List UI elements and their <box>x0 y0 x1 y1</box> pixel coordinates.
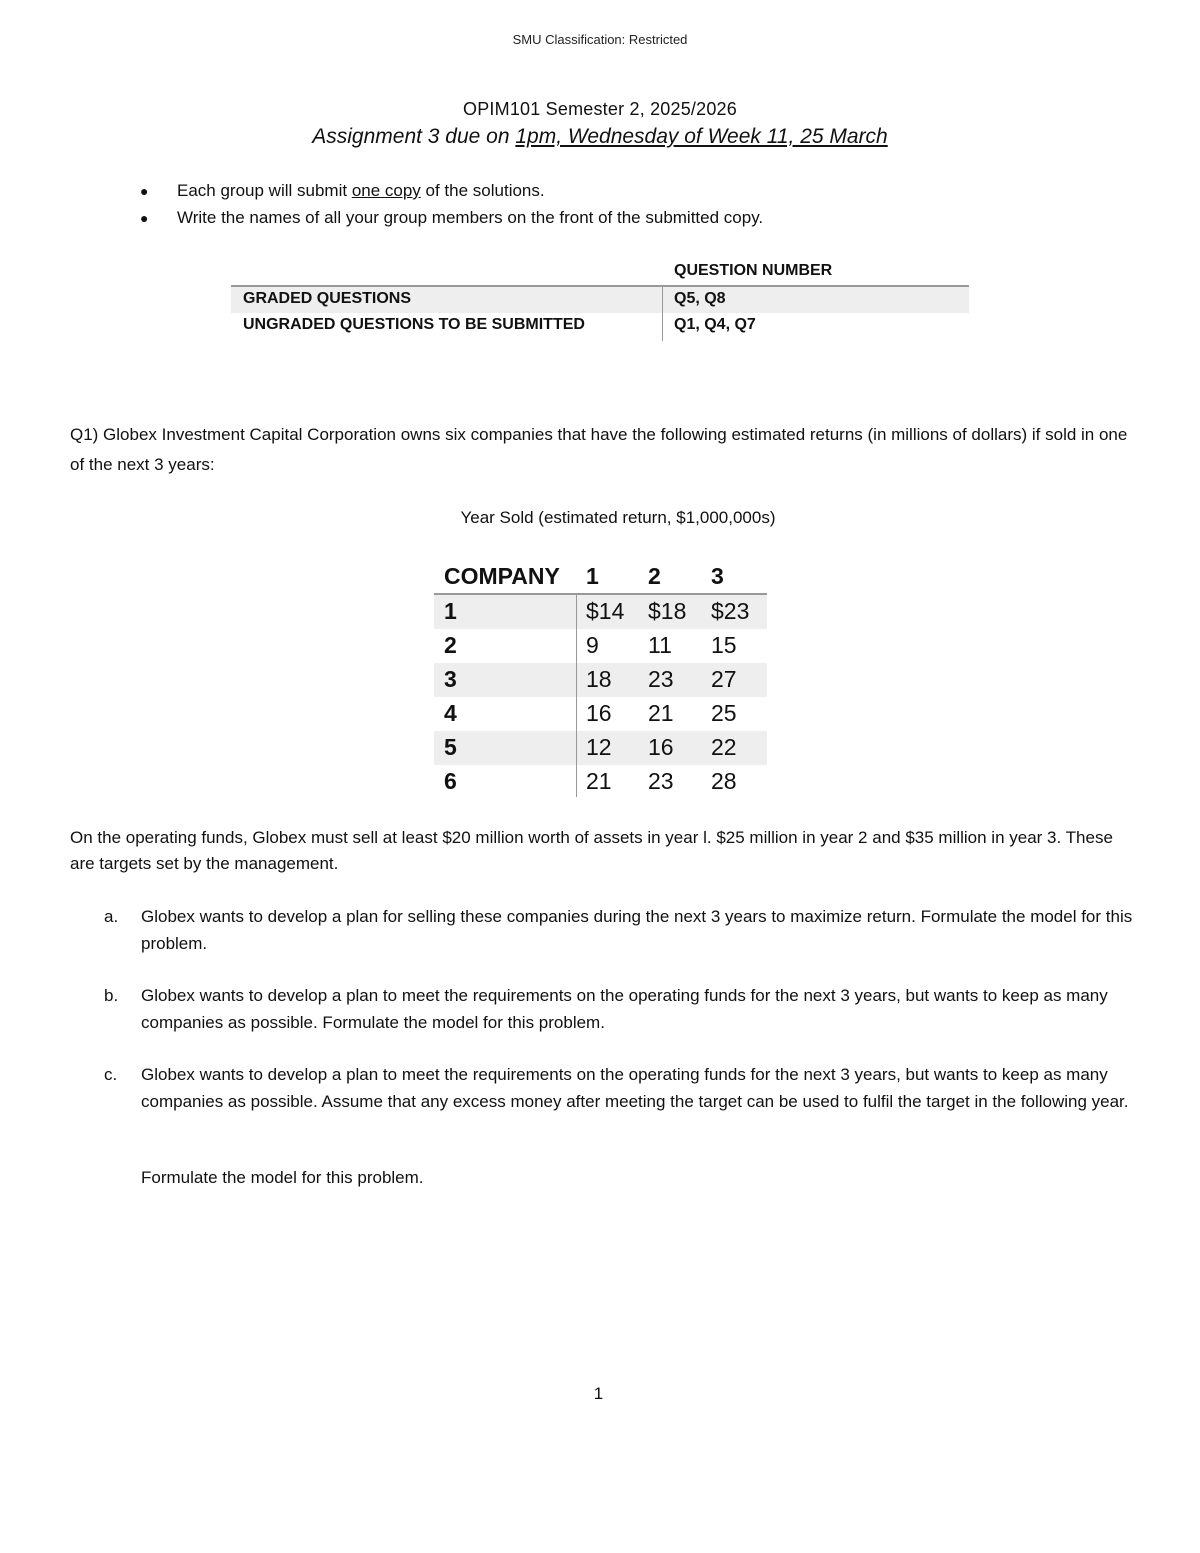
company-id: 5 <box>444 734 457 760</box>
header-year-2: 2 <box>648 563 661 589</box>
table-cell: 16 <box>648 734 674 760</box>
table-caption: Year Sold (estimated return, $1,000,000s) <box>460 508 776 527</box>
table-cell: 23 <box>648 666 674 692</box>
question-parts-list <box>104 903 1144 1140</box>
company-id: 4 <box>444 700 457 726</box>
table-cell: 11 <box>648 632 672 658</box>
table-cell: 21 <box>586 768 612 794</box>
header-year-3: 3 <box>711 563 724 589</box>
part-text: Globex wants to develop a plan to meet the requirements on the operating funds for the next 3 years, but wants to keep as many companies as possible. Assume that any excess money after meeting the target can be used to fulfil the target in the following year. <box>141 1065 1129 1111</box>
company-id: 3 <box>444 666 457 692</box>
table-cell: 21 <box>648 700 674 726</box>
part-label: c. <box>104 1065 118 1084</box>
company-returns-table <box>434 561 767 799</box>
header-company: COMPANY <box>444 563 560 589</box>
table-cell: 23 <box>648 768 674 794</box>
table-row <box>231 287 969 313</box>
table-cell: 28 <box>711 768 737 794</box>
table-header-row <box>434 561 767 593</box>
assignment-prefix: Assignment 3 due on <box>312 125 516 148</box>
table-cell: 18 <box>586 666 612 692</box>
q1-intro: Q1) Globex Investment Capital Corporation owns six companies that have the following estimated returns (in millions of dollars) if sold in one of the next 3 years: <box>70 425 1128 474</box>
question-part <box>104 982 1144 1036</box>
instruction-item <box>140 208 1040 235</box>
row-value: Q5, Q8 <box>674 290 726 307</box>
course-title: OPIM101 Semester 2, 2025/2026 <box>463 99 737 119</box>
row-label: UNGRADED QUESTIONS TO BE SUBMITTED <box>243 316 585 333</box>
table-row <box>434 663 767 697</box>
final-instruction: Formulate the model for this problem. <box>141 1168 424 1187</box>
classification-label: SMU Classification: Restricted <box>512 32 688 47</box>
row-label: GRADED QUESTIONS <box>243 290 412 307</box>
table-cell: 9 <box>586 632 599 658</box>
table-cell: 16 <box>586 700 612 726</box>
table-cell: 27 <box>711 666 737 692</box>
operating-funds-text: On the operating funds, Globex must sell at least $20 million worth of assets in year l. $25 million in year 2 and $35 million in year 3. These are targets set by the management. <box>70 828 1113 873</box>
question-part <box>104 1061 1144 1115</box>
table-cell: 25 <box>711 700 737 726</box>
company-id: 2 <box>444 632 457 658</box>
bullet-icon: ● <box>140 183 149 199</box>
column-divider <box>576 594 577 797</box>
instruction-item <box>140 181 1040 208</box>
table-row <box>434 629 767 663</box>
table-row <box>434 731 767 765</box>
question-number-header: QUESTION NUMBER <box>674 262 833 279</box>
table-row <box>434 697 767 731</box>
table-row <box>231 313 969 339</box>
company-id: 1 <box>444 598 457 624</box>
bullet-icon: ● <box>140 210 149 226</box>
instruction-text: Each group will submit one copy of the solutions. <box>177 181 545 200</box>
table-cell: $18 <box>648 598 687 624</box>
part-label: b. <box>104 986 119 1005</box>
table-cell: 12 <box>586 734 612 760</box>
question-part <box>104 903 1144 957</box>
question-number-table <box>231 262 969 339</box>
part-text: Globex wants to develop a plan for selling these companies during the next 3 years to maximize return. Formulate the model for this problem. <box>141 907 1133 953</box>
page-number: 1 <box>593 1384 604 1403</box>
table-row <box>434 595 767 629</box>
company-id: 6 <box>444 768 457 794</box>
row-value: Q1, Q4, Q7 <box>674 316 756 333</box>
table-cell: $14 <box>586 598 625 624</box>
column-divider <box>662 287 663 341</box>
table-cell: $23 <box>711 598 750 624</box>
instruction-list <box>140 181 1040 235</box>
assignment-due-date: 1pm, Wednesday of Week 11, 25 March <box>515 125 888 148</box>
table-cell: 22 <box>711 734 737 760</box>
part-label: a. <box>104 907 119 926</box>
part-text: Globex wants to develop a plan to meet the requirements on the operating funds for the next 3 years, but wants to keep as many companies as possible. Formulate the model for this problem. <box>141 986 1108 1032</box>
table-cell: 15 <box>711 632 737 658</box>
instruction-text: Write the names of all your group members on the front of the submitted copy. <box>177 208 764 227</box>
table-row <box>434 765 767 799</box>
header-year-1: 1 <box>586 563 599 589</box>
assignment-title <box>0 125 1200 149</box>
